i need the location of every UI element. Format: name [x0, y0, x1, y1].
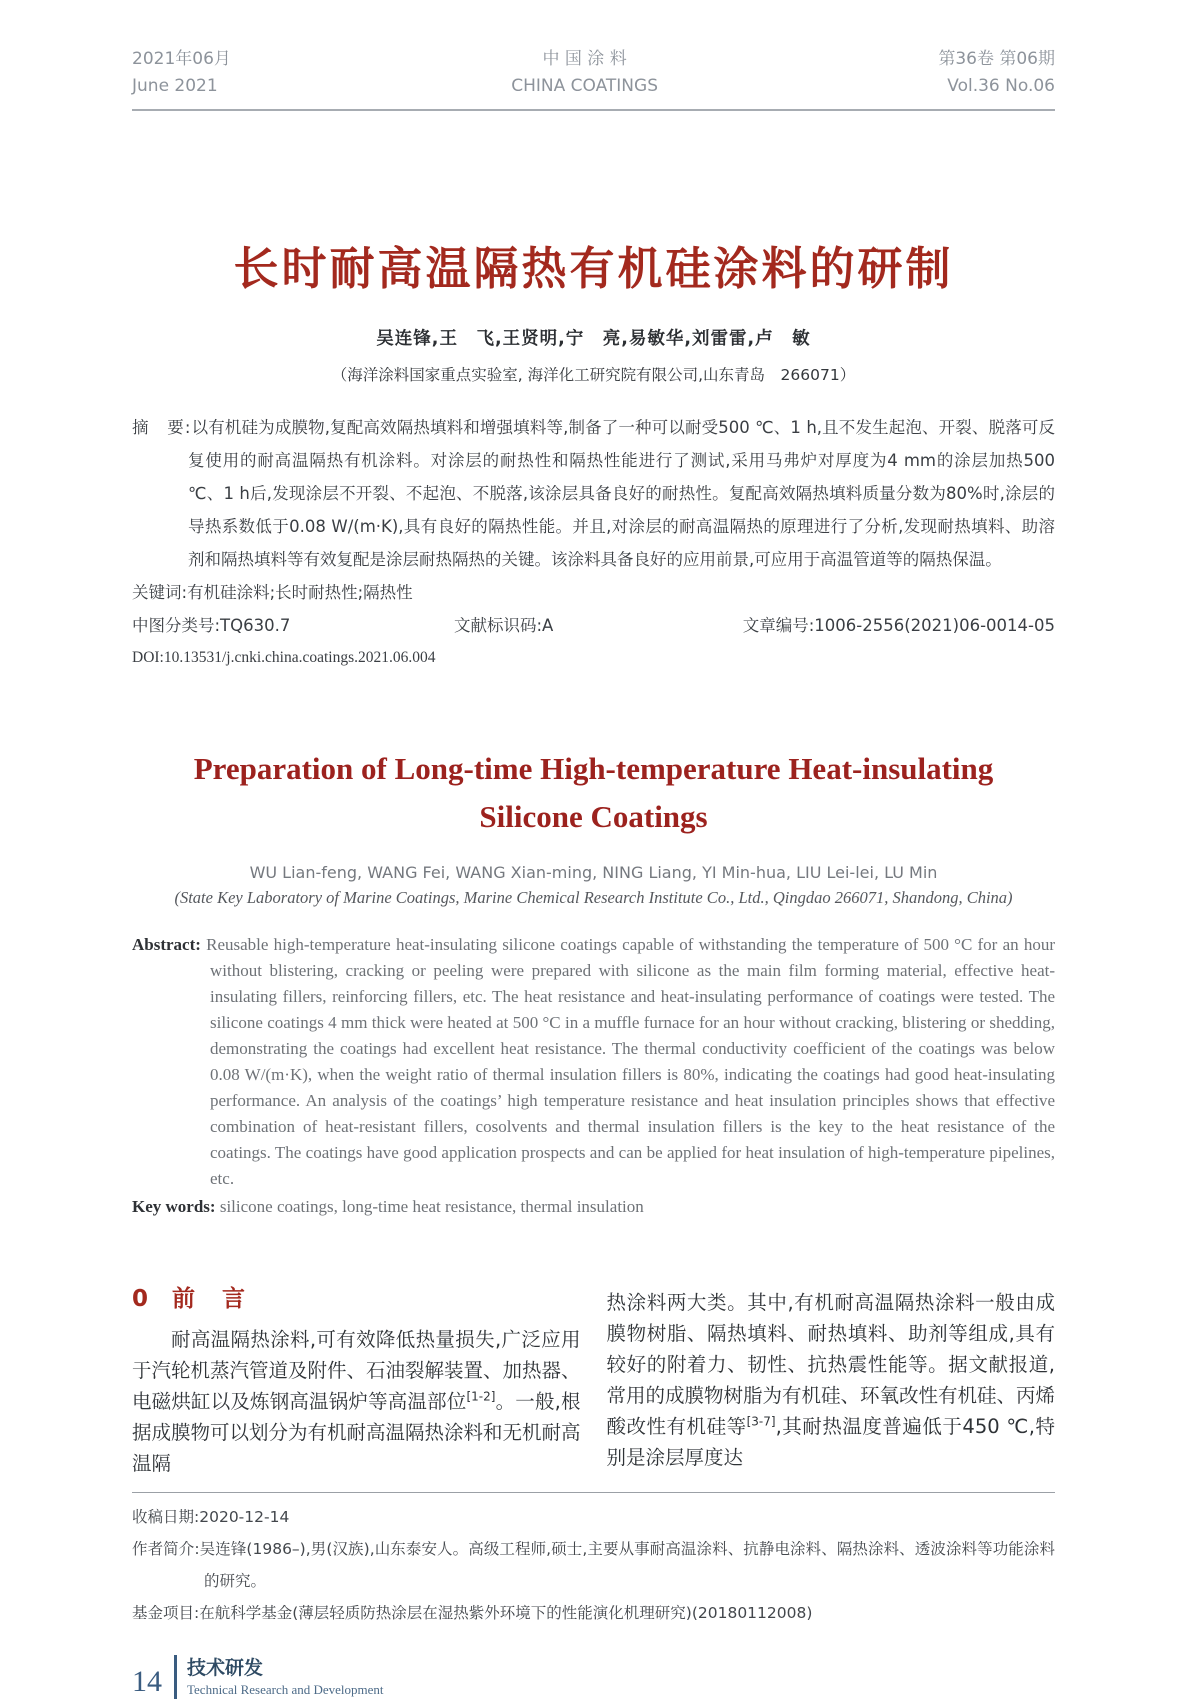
section-title: 前 言 — [172, 1286, 248, 1312]
footnote-author-bio — [132, 1533, 1055, 1597]
meta-article-id: 文章编号:1006-2556(2021)06-0014-05 — [742, 616, 1055, 635]
abstract-en-text: Reusable high-temperature heat-insulating silicone coatings capable of withstanding the temperature of 500 °C for an hour without blistering, cracking or peeling were prepared with silicone as the main film forming material, effective heat-insulating fillers, reinforcing fillers, etc. The heat resistance and heat-insulating performance of coatings were tested. The silicone coatings 4 mm thick were heated at 500 °C in a muffle furnace for an hour without cracking, blistering or shedding, demonstrating the coatings had excellent heat resistance. The thermal conductivity coefficient of the coatings was below 0.08 W/(m·K), when the weight ratio of thermal insulation fillers is 80%, indicating the coatings had good heat-insulating performance. An analysis of the coatings’ high temperature resistance and heat insulation principles shows that effective combination of heat-resistant fillers, cosolvents and thermal insulation fillers is the key to the heat resistance of the coatings. The coatings have good application prospects and can be applied for heat insulation of high-temperature pipelines, etc. — [206, 935, 1055, 1188]
article-title-cn: 长时耐高温隔热有机硅涂料的研制 — [233, 242, 954, 295]
footnote-bio-text: 吴连锋(1986–),男(汉族),山东泰安人。高级工程师,硕士,主要从事耐高温涂料、抗静电涂料、隔热涂料、透波涂料等功能涂料的研究。 — [199, 1540, 1055, 1590]
header-journal — [511, 46, 658, 100]
footnote-bio-label: 作者简介: — [132, 1540, 200, 1558]
footnote-divider — [132, 1492, 1055, 1493]
citation-ref-3-7: [3-7] — [746, 1414, 776, 1429]
body-column-right — [607, 1284, 1056, 1479]
keywords-cn-label: 关键词: — [132, 583, 188, 602]
affiliation-en: (State Key Laboratory of Marine Coatings, Marine Chemical Research Institute Co., Ltd., Qingdao 266071, Shandong, China) — [174, 888, 1013, 907]
body-paragraph-right — [607, 1287, 1056, 1473]
keywords-cn — [132, 576, 1055, 609]
body-column-left — [132, 1284, 581, 1479]
title-en-line2: Silicone Coatings — [479, 799, 708, 834]
header-issue-cn: 第36卷 第06期 — [938, 49, 1055, 69]
body-left-text-cont: 。一般,根据成膜物可以划分为有机耐高温隔热涂料和无机耐高温隔 — [132, 1390, 581, 1475]
header-issue — [938, 46, 1055, 100]
footnote-received-date — [132, 1501, 1055, 1533]
header-date-cn: 2021年06月 — [132, 49, 231, 69]
page-number: 14 — [132, 1665, 162, 1698]
body-left-text: 耐高温隔热涂料,可有效降低热量损失,广泛应用于汽轮机蒸汽管道及附件、石油裂解装置、加热器、电磁烘缸以及炼钢高温锅炉等高温部位 — [132, 1328, 581, 1413]
citation-ref-1-2: [1-2] — [466, 1389, 496, 1404]
keywords-en-label: Key words: — [132, 1197, 216, 1216]
keywords-en — [132, 1194, 1055, 1220]
header-date-en: June 2021 — [132, 76, 218, 96]
body-paragraph-left — [132, 1324, 581, 1479]
footnote-received-value: 2020-12-14 — [199, 1508, 290, 1526]
article-title-en — [132, 745, 1055, 841]
affiliation-cn: （海洋涂料国家重点实验室, 海洋化工研究院有限公司,山东青岛 266071） — [331, 366, 856, 384]
footnote-fund-project — [132, 1597, 1055, 1629]
header-journal-en: CHINA COATINGS — [511, 76, 658, 96]
footnote-fund-text: 在航科学基金(薄层轻质防热涂层在湿热紫外环境下的性能演化机理研究)(20180112008) — [199, 1604, 813, 1622]
meta-doc-code: 文献标识码:A — [454, 616, 554, 635]
meta-clc: 中图分类号:TQ630.7 — [132, 616, 291, 635]
title-en-line1: Preparation of Long-time High-temperature Heat-insulating — [193, 751, 994, 786]
meta-row — [132, 609, 1055, 642]
header-issue-en: Vol.36 No.06 — [947, 76, 1055, 96]
footnote-received-label: 收稿日期: — [132, 1508, 200, 1526]
footer-column-title — [187, 1657, 384, 1699]
doi-line: DOI:10.13531/j.cnki.china.coatings.2021.06.004 — [132, 649, 436, 666]
body-right-text: 热涂料两大类。其中,有机耐高温隔热涂料一般由成膜物树脂、隔热填料、耐热填料、助剂等组成,具有较好的附着力、韧性、抗热震性能等。据文献报道,常用的成膜物树脂为有机硅、环氧改性有机硅、丙烯酸改性有机硅等 — [606, 1291, 1056, 1438]
body-right-text-cont: ,其耐热温度普遍低于450 ℃,特别是涂层厚度达 — [606, 1415, 1055, 1469]
footer-divider-bar — [174, 1655, 177, 1699]
page-footer — [132, 1655, 1055, 1699]
footer-column-en: Technical Research and Development — [187, 1682, 384, 1697]
header-journal-cn: 中 国 涂 料 — [542, 49, 627, 69]
section-number: 0 — [132, 1286, 149, 1312]
journal-header — [132, 46, 1055, 111]
abstract-cn-text: 以有机硅为成膜物,复配高效隔热填料和增强填料等,制备了一种可以耐受500 ℃、1 h,且不发生起泡、开裂、脱落可反复使用的耐高温隔热有机涂料。对涂层的耐热性和隔热性能进行了测试,采用马弗炉对厚度为4 mm的涂层加热500 ℃、1 h后,发现涂层不开裂、不起泡、不脱落,该涂层具备良好的耐热性。复配高效隔热填料质量分数为80%时,涂层的导热系数低于0.08 W/(m·K),具有良好的隔热性能。并且,对涂层的耐高温隔热的原理进行了分析,发现耐热填料、助溶剂和隔热填料等有效复配是涂层耐热隔热的关键。该涂料具备良好的应用前景,可应用于高温管道等的隔热保温。 — [188, 418, 1055, 569]
footer-column-cn: 技术研发 — [187, 1657, 264, 1679]
keywords-en-text: silicone coatings, long-time heat resistance, thermal insulation — [219, 1197, 644, 1216]
abstract-cn — [132, 411, 1055, 576]
abstract-cn-label: 摘 要: — [132, 418, 192, 437]
footnote-fund-label: 基金项目: — [132, 1604, 200, 1622]
keywords-cn-text: 有机硅涂料;长时耐热性;隔热性 — [187, 583, 413, 602]
footnotes — [132, 1501, 1055, 1629]
abstract-en — [132, 932, 1055, 1192]
header-date — [132, 46, 231, 100]
abstract-en-label: Abstract: — [132, 935, 201, 954]
authors-cn: 吴连锋,王 飞,王贤明,宁 亮,易敏华,刘雷雷,卢 敏 — [376, 329, 811, 349]
section-heading-introduction — [132, 1284, 581, 1314]
authors-en: WU Lian-feng, WANG Fei, WANG Xian-ming, NING Liang, YI Min-hua, LIU Lei-lei, LU Min — [249, 863, 938, 882]
body-columns — [132, 1284, 1055, 1479]
